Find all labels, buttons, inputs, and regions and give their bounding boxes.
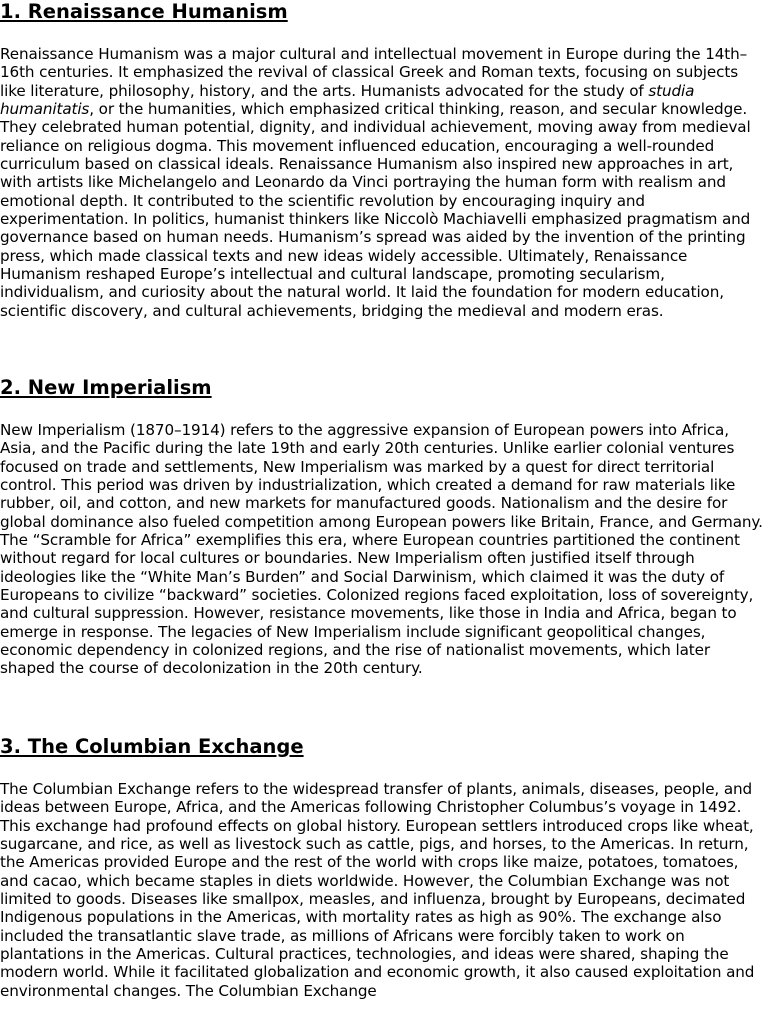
italic-term: studia humanitatis xyxy=(0,81,695,119)
section-body: New Imperialism (1870–1914) refers to the aggressive expansion of European powers into Africa, Asia, and the Pacific during the late 19th and early 20th centuries. Unlike earlier colonial ventures focused on trade and settlements, New Imperialism was marked by a quest for direct territorial control. This period was driven by industrialization, which created a demand for raw materials like rubber, oil, and cotton, and new markets for manufactured goods. Nationalism and the desire for global dominance also fueled competition among European powers like Britain, France, and Germany. The “Scramble for Africa” exemplifies this era, where European countries partitioned the continent without regard for local cultures or boundaries. New Imperialism often justified itself through ideologies like the “White Man’s Burden” and Social Darwinism, which claimed it was the duty of Europeans to civilize “backward” societies. Colonized regions faced exploitation, loss of sovereignty, and cultural suppression. However, resistance movements, like those in India and Africa, began to emerge in response. The legacies of New Imperialism include significant geopolitical changes, economic dependency in colonized regions, and the rise of nationalist movements, which later shaped the course of decolonization in the 20th century. xyxy=(0,421,763,678)
section-body xyxy=(0,45,768,320)
section-body: The Columbian Exchange refers to the widespread transfer of plants, animals, diseases, people, and ideas between Europe, Africa, and the Americas following Christopher Columbus’s voyage in 1492. This exchange had profound effects on global history. European settlers introduced crops like wheat, sugarcane, and rice, as well as livestock such as cattle, pigs, and horses, to the Americas. In return, the Americas provided Europe and the rest of the world with crops like maize, potatoes, tomatoes, and cacao, which became staples in diets worldwide. However, the Columbian Exchange was not limited to goods. Diseases like smallpox, measles, and influenza, brought by Europeans, decimated Indigenous populations in the Americas, with mortality rates as high as 90%. The exchange also included the transatlantic slave trade, as millions of Africans were forcibly taken to work on plantations in the Americas. Cultural practices, technologies, and ideas were shared, shaping the modern world. While it facilitated globalization and economic growth, it also caused exploitation and environmental changes. The Columbian Exchange xyxy=(0,780,755,1000)
section-heading: 1. Renaissance Humanism xyxy=(0,0,288,23)
body-text: Renaissance Humanism was a major cultural and intellectual movement in Europe during the 14th–16th centuries. It emphasized the revival of classical Greek and Roman texts, focusing on subjects like literature, philosophy, history, and the arts. Humanists advocated for the study of xyxy=(0,45,748,100)
section-renaissance-humanism xyxy=(0,0,768,320)
section-heading: 3. The Columbian Exchange xyxy=(0,735,304,758)
section-heading: 2. New Imperialism xyxy=(0,376,212,399)
section-new-imperialism xyxy=(0,376,768,678)
body-text: , or the humanities, which emphasized critical thinking, reason, and secular knowledge. They celebrated human potential, dignity, and individual achievement, moving away from medieval reliance on religious dogma. This movement influenced education, encouraging a well-rounded curriculum based on classical ideals. Renaissance Humanism also inspired new approaches in art, with artists like Michelangelo and Leonardo da Vinci portraying the human form with realism and emotional depth. It contributed to the scientific revolution by encouraging inquiry and experimentation. In politics, humanist thinkers like Niccolò Machiavelli emphasized pragmatism and governance based on human needs. Humanism’s spread was aided by the invention of the printing press, which made classical texts and new ideas widely accessible. Ultimately, Renaissance Humanism reshaped Europe’s intellectual and cultural landscape, promoting secularism, individualism, and curiosity about the natural world. It laid the foundation for modern education, scientific discovery, and cultural achievements, bridging the medieval and modern eras. xyxy=(0,100,751,320)
section-columbian-exchange xyxy=(0,735,768,1000)
